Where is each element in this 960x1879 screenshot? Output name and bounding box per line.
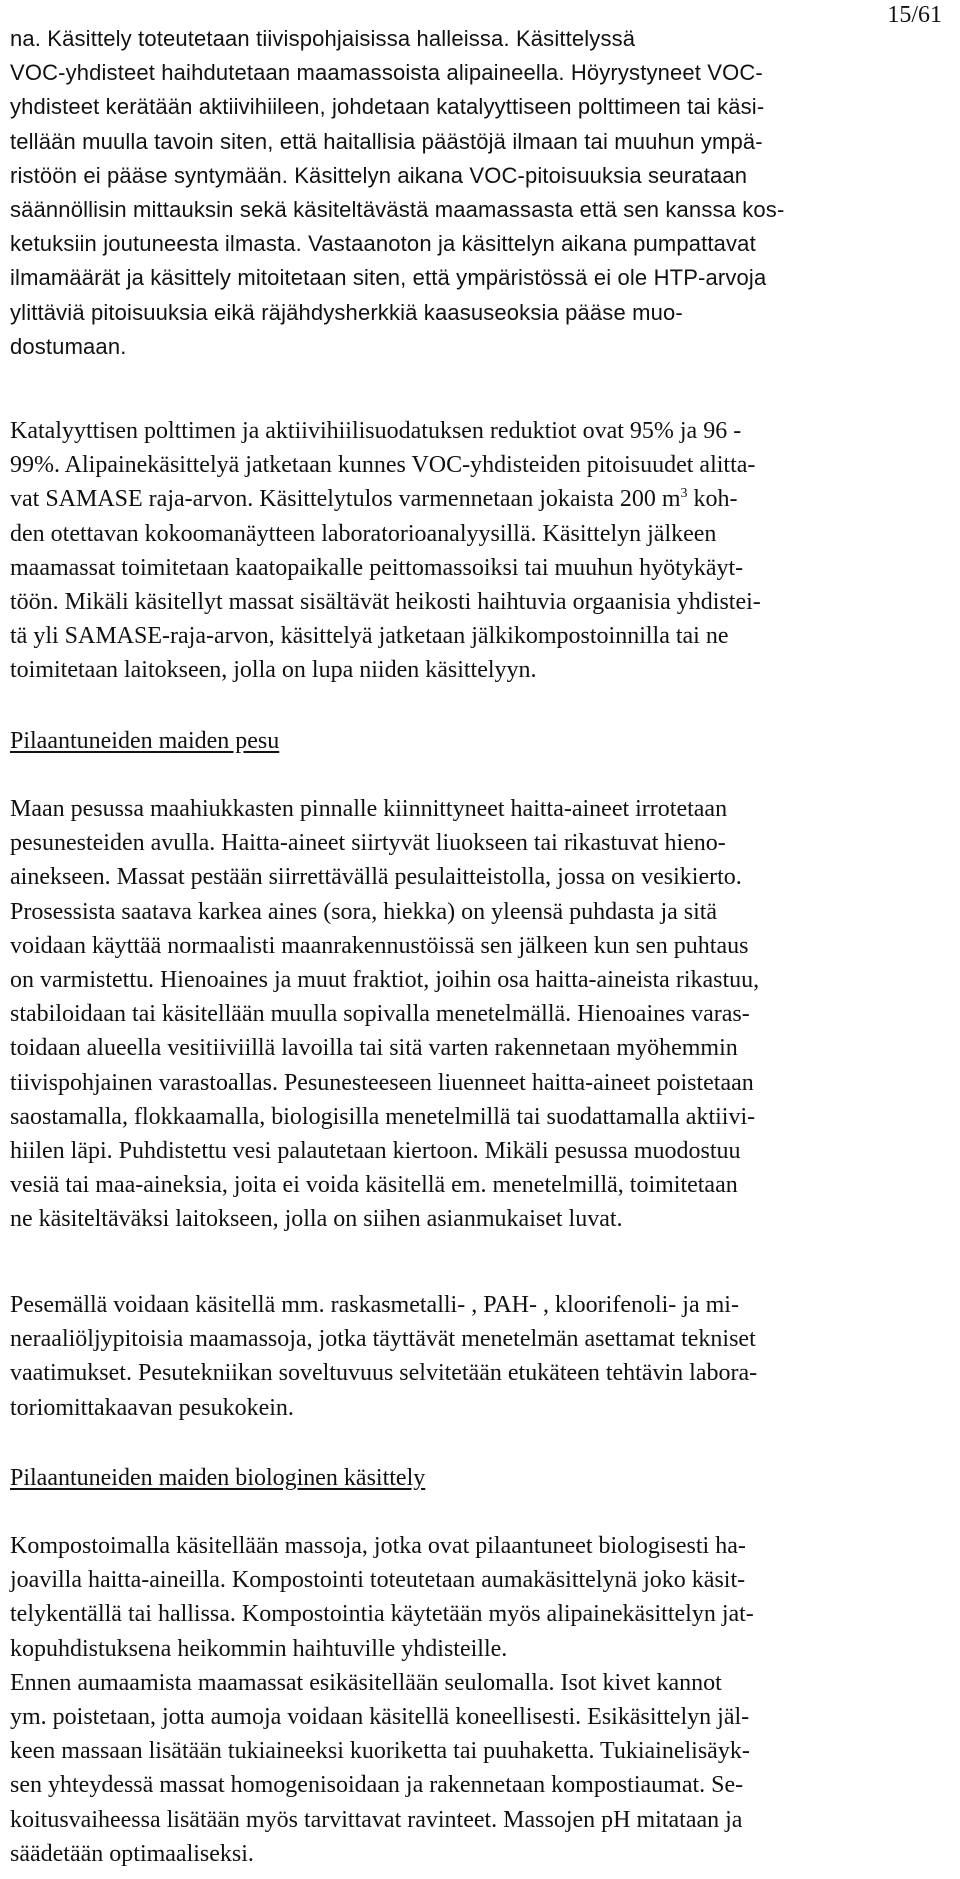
text-line: stabiloidaan tai käsitellään muulla sopivalla menetelmällä. Hienoaines varas- bbox=[10, 1001, 750, 1028]
text-line: VOC-yhdisteet haihdutetaan maamassoista alipaineella. Höyrystyneet VOC- bbox=[10, 60, 763, 86]
text-line: kopuhdistuksena heikommin haihtuville yhdisteille. bbox=[10, 1635, 508, 1662]
page-number: 15/61 bbox=[887, 2, 942, 28]
text-line: toidaan alueella vesitiiviillä lavoilla tai sitä varten rakennetaan myöhemmin bbox=[10, 1035, 738, 1062]
text-line: tellään muulla tavoin siten, että haitallisia päästöjä ilmaan tai muuhun ympä- bbox=[10, 128, 763, 154]
superscript-cubic: 3 bbox=[680, 486, 688, 502]
text-line: saostamalla, flokkaamalla, biologisilla menetelmillä tai suodattamalla aktiivi- bbox=[10, 1103, 756, 1130]
text-line: Katalyyttisen polttimen ja aktiivihiilisuodatuksen reduktiot ovat 95% ja 96 - bbox=[10, 418, 742, 444]
text-line: Prosessista saatava karkea aines (sora, hiekka) on yleensä puhdasta ja sitä bbox=[10, 898, 718, 925]
text-line: na. Käsittely toteutetaan tiivispohjaisissa halleissa. Käsittelyssä bbox=[10, 26, 636, 51]
text-line: neraaliöljypitoisia maamassoja, jotka täyttävät menetelmän asettamat tekniset bbox=[10, 1326, 756, 1353]
text-line: Maan pesussa maahiukkasten pinnalle kiinnittyneet haitta-aineet irrotetaan bbox=[10, 796, 728, 822]
text-line: den otettavan kokoomanäytteen laboratorioanalyysillä. Käsittelyn jälkeen bbox=[10, 520, 717, 547]
paragraph-soil-washing bbox=[10, 792, 952, 1236]
paragraph-catalytic-reduction bbox=[10, 414, 952, 688]
text-line: pesunesteiden avulla. Haitta-aineet siirtyvät liuokseen tai rikastuvat hieno- bbox=[10, 830, 726, 857]
text-line: ilmamäärät ja käsittely mitoitetaan siten, että ympäristössä ei ole HTP-arvoja bbox=[10, 265, 767, 291]
text-line-end: koh- bbox=[687, 486, 738, 513]
text-line: ym. poistetaan, jotta aumoja voidaan käsitellä koneellisesti. Esikäsittelyn jäl- bbox=[10, 1703, 750, 1730]
text-line: toriomittakaavan pesukokein. bbox=[10, 1394, 294, 1421]
text-line: säännöllisin mittauksin sekä käsiteltävästä maamassasta että sen kanssa kos- bbox=[10, 196, 785, 222]
text-line: ylittäviä pitoisuuksia eikä räjähdysherkkiä kaasuseoksia pääse muo- bbox=[10, 299, 683, 325]
text-line: maamassat toimitetaan kaatopaikalle peittomassoiksi tai muuhun hyötykäyt- bbox=[10, 554, 744, 581]
text-line: Kompostoimalla käsitellään massoja, jotka ovat pilaantuneet biologisesti ha- bbox=[10, 1533, 746, 1559]
text-line: Pesemällä voidaan käsitellä mm. raskasmetalli- , PAH- , kloorifenoli- ja mi- bbox=[10, 1292, 739, 1318]
text-line: on varmistettu. Hienoaines ja muut fraktiot, joihin osa haitta-aineista rikastuu, bbox=[10, 966, 760, 993]
section-heading-biological-treatment: Pilaantuneiden maiden biologinen käsittely bbox=[10, 1465, 426, 1491]
text-line: dostumaan. bbox=[10, 333, 127, 359]
text-line: ristöön ei pääse syntymään. Käsittelyn aikana VOC-pitoisuuksia seurataan bbox=[10, 162, 748, 188]
paragraph-washing-applicability bbox=[10, 1288, 952, 1425]
text-line: telykentällä tai hallissa. Kompostointia käytetään myös alipainekäsittelyn jat- bbox=[10, 1601, 754, 1628]
text-line: keen massaan lisätään tukiaineeksi kuoriketta tai puuhaketta. Tukiainelisäyk- bbox=[10, 1738, 750, 1765]
text-line: joavilla haitta-aineilla. Kompostointi toteutetaan aumakäsittelynä joko käsit- bbox=[10, 1567, 746, 1594]
text-line: Ennen aumaamista maamassat esikäsitellään seulomalla. Isot kivet kannot bbox=[10, 1669, 722, 1696]
text-line: vesiä tai maa-aineksia, joita ei voida käsitellä em. menetelmillä, toimitetaan bbox=[10, 1172, 738, 1199]
text-line: voidaan käyttää normaalisti maanrakennustöissä sen jälkeen kun sen puhtaus bbox=[10, 932, 749, 959]
paragraph-composting bbox=[10, 1529, 952, 1871]
text-line: koitusvaiheessa lisätään myös tarvittavat ravinteet. Massojen pH mitataan ja bbox=[10, 1806, 743, 1833]
text-line: ainekseen. Massat pestään siirrettävällä pesulaitteistolla, jossa on vesikierto. bbox=[10, 864, 742, 891]
paragraph-voc-treatment bbox=[10, 22, 952, 364]
text-line: tä yli SAMASE-raja-arvon, käsittelyä jatketaan jälkikompostoinnilla tai ne bbox=[10, 623, 729, 650]
text-line: yhdisteet kerätään aktiivihiileen, johdetaan katalyyttiseen polttimeen tai käsi- bbox=[10, 94, 765, 120]
text-line: tiivispohjainen varastoallas. Pesunesteeseen liuenneet haitta-aineet poistetaan bbox=[10, 1069, 754, 1096]
text-line: ne käsiteltäväksi laitokseen, jolla on siihen asianmukaiset luvat. bbox=[10, 1206, 623, 1233]
text-line: sen yhteydessä massat homogenisoidaan ja rakennetaan kompostiaumat. Se- bbox=[10, 1772, 744, 1799]
section-heading-soil-washing: Pilaantuneiden maiden pesu bbox=[10, 728, 280, 754]
text-line: töön. Mikäli käsitellyt massat sisältävät heikosti haihtuvia orgaanisia yhdistei- bbox=[10, 588, 761, 615]
text-line bbox=[10, 482, 952, 516]
text-line-start: vat SAMASE raja-arvon. Käsittelytulos varmennetaan jokaista 200 m bbox=[10, 486, 681, 513]
text-line: vaatimukset. Pesutekniikan soveltuvuus selvitetään etukäteen tehtävin labora- bbox=[10, 1360, 758, 1387]
text-line: 99%. Alipainekäsittelyä jatketaan kunnes VOC-yhdisteiden pitoisuudet alitta- bbox=[10, 452, 756, 479]
text-line: ketuksiin joutuneesta ilmasta. Vastaanoton ja käsittelyn aikana pumpattavat bbox=[10, 231, 756, 257]
text-line: toimitetaan laitokseen, jolla on lupa niiden käsittelyyn. bbox=[10, 657, 537, 684]
text-line: hiilen läpi. Puhdistettu vesi palautetaan kiertoon. Mikäli pesussa muodostuu bbox=[10, 1137, 741, 1164]
text-line: säädetään optimaaliseksi. bbox=[10, 1840, 254, 1867]
